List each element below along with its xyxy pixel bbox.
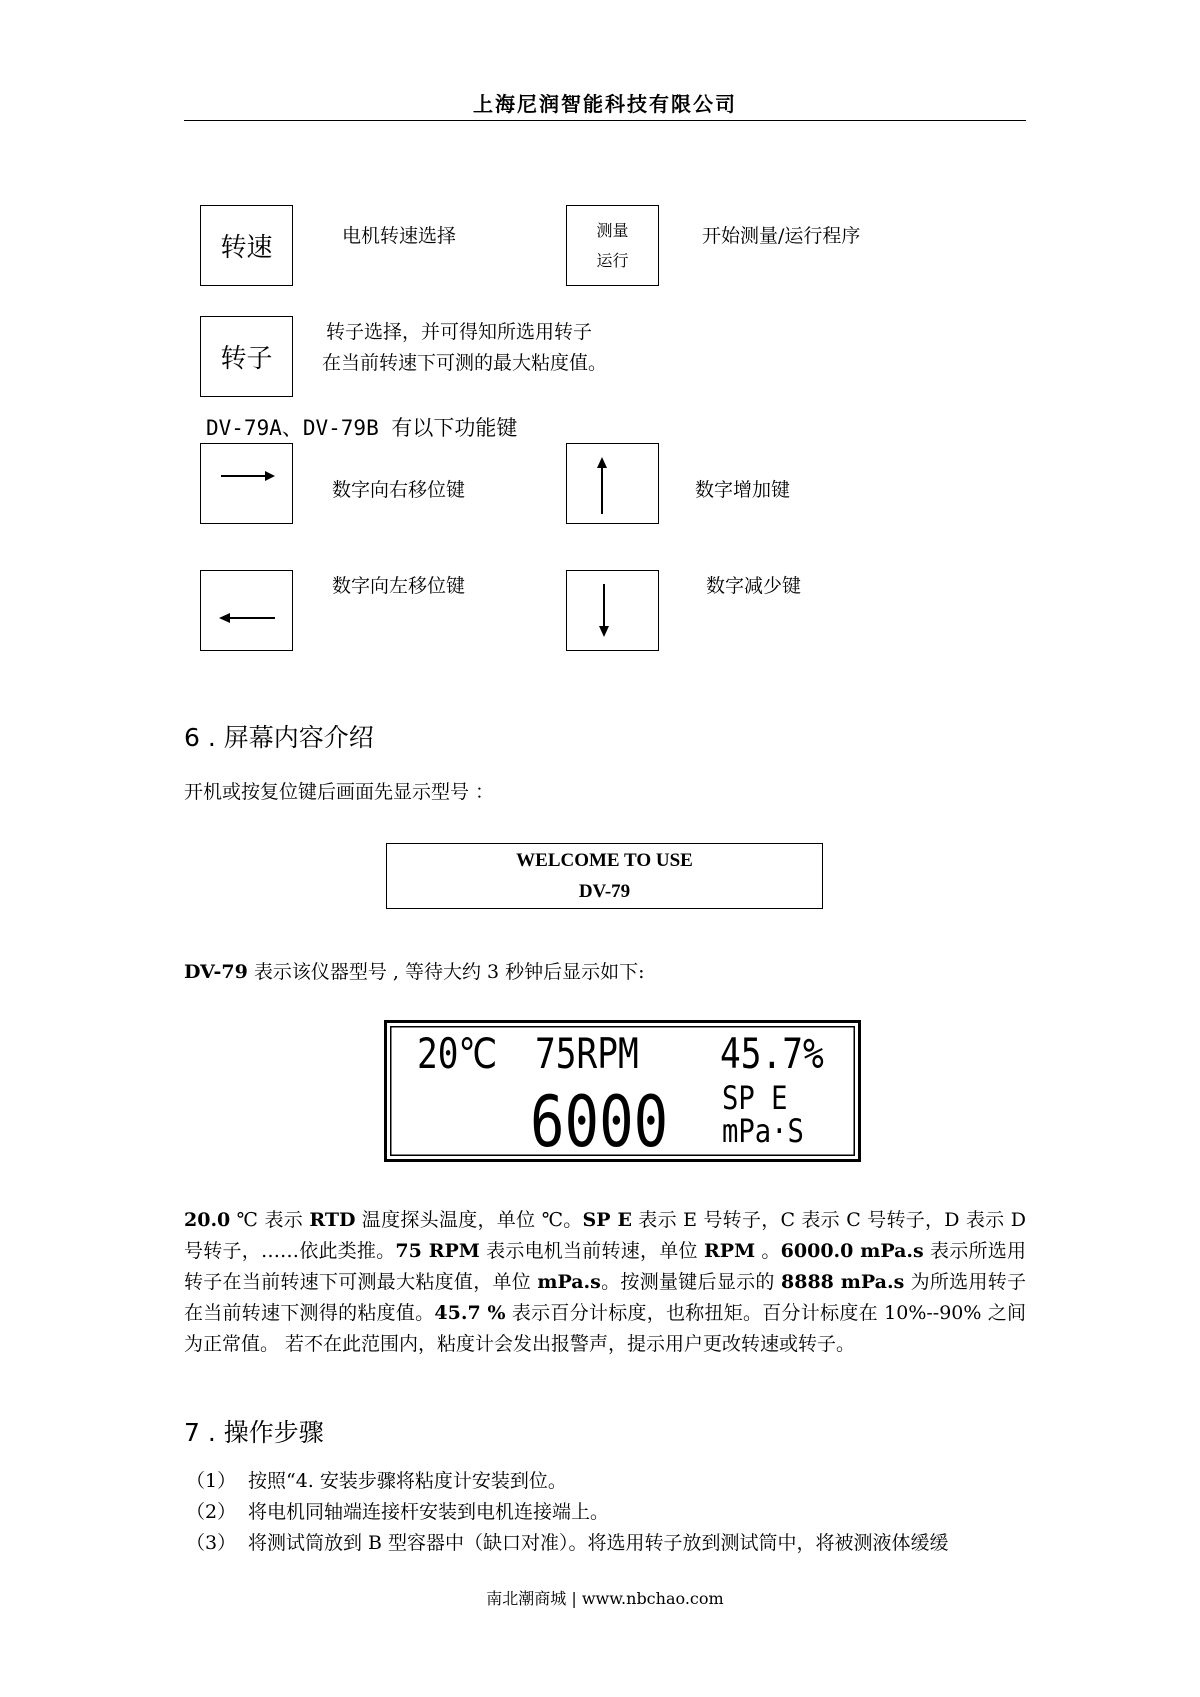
step-3-num: （3）	[186, 1532, 237, 1554]
step-1	[186, 1466, 567, 1497]
step-2-num: （2）	[186, 1501, 237, 1523]
welcome-line1: WELCOME TO USE	[516, 850, 693, 871]
down-arrow-icon	[567, 571, 660, 652]
lcd-torque-percent: 45.7%	[720, 1029, 824, 1078]
lcd-spindle: SP E	[722, 1079, 788, 1117]
explain-t2: 表示 E 号转子，C 表示 C 号转子，D 表示 D 号转子，……依此类推。	[184, 1209, 1027, 1262]
step-3-text: 将测试筒放到 B 型容器中（缺口对准）。将选用转子放到测试筒中，将被测液体缓缓	[248, 1532, 949, 1554]
explain-t7: 为所选用转子在当前转速下测得的粘度值。	[184, 1271, 1026, 1324]
right-shift-key-desc: 数字向右移位键	[332, 479, 466, 501]
right-shift-key	[200, 443, 293, 524]
rotor-key: 转子	[200, 316, 293, 397]
right-arrow-icon	[201, 444, 294, 525]
explain-t4: 。	[755, 1240, 781, 1262]
explain-b4: RPM	[704, 1240, 756, 1262]
step-1-num: （1）	[186, 1470, 237, 1492]
explain-b7: 8888 mPa.s	[781, 1271, 905, 1293]
explain-b2: SP E	[582, 1209, 632, 1231]
explain-b1: RTD	[309, 1209, 356, 1231]
explain-t3: 表示电机当前转速，单位	[479, 1240, 705, 1262]
measure-key-desc: 开始测量/运行程序	[702, 225, 861, 247]
step-2	[186, 1497, 609, 1528]
welcome-line2: DV-79	[578, 881, 631, 902]
increase-key-desc: 数字增加键	[695, 479, 791, 501]
welcome-screen	[386, 843, 823, 909]
rotor-key-desc-line2: 在当前转速下可测的最大粘度值。	[322, 352, 608, 374]
lcd-temperature: 20℃	[417, 1029, 498, 1078]
step-2-text: 将电机同轴端连接杆安装到电机连接端上。	[248, 1501, 610, 1523]
lcd-rpm: 75RPM	[535, 1029, 639, 1078]
explain-t6: 。按测量键后显示的	[600, 1271, 781, 1293]
increase-key	[566, 443, 659, 524]
left-arrow-icon	[201, 571, 294, 652]
step-1-text: 按照“4. 安装步骤将粘度计安装到位。	[248, 1470, 567, 1492]
left-shift-key-desc: 数字向左移位键	[332, 575, 466, 597]
explain-b3: 75 RPM	[395, 1240, 480, 1262]
page-header: 上海尼润智能科技有限公司	[473, 92, 737, 116]
measure-run-key	[566, 205, 659, 286]
function-keys-heading: DV-79A、DV-79B 有以下功能键	[206, 416, 518, 440]
section-7-title: 7 . 操作步骤	[184, 1418, 324, 1447]
explain-t0: ℃ 表示	[230, 1209, 310, 1231]
model-note-text: 表示该仪器型号 , 等待大约 3 秒钟后显示如下:	[247, 961, 645, 983]
lcd-unit: mPa·S	[722, 1112, 804, 1150]
rotor-key-desc-line1: 转子选择，并可得知所选用转子	[326, 321, 593, 343]
section-6-intro: 开机或按复位键后画面先显示型号 ：	[184, 781, 495, 803]
explain-b5: 6000.0 mPa.s	[780, 1240, 924, 1262]
section-6-title: 6 . 屏幕内容介绍	[184, 723, 374, 752]
speed-key: 转速	[200, 205, 293, 286]
lcd-display	[384, 1020, 861, 1162]
explain-b0: 20.0	[184, 1209, 231, 1231]
explain-b6: mPa.s	[537, 1271, 601, 1293]
model-note-bold: DV-79	[184, 961, 248, 983]
explain-t5: 表示所选用转子在当前转速下可测最大粘度值，单位	[184, 1240, 1026, 1293]
lcd-viscosity-value: 6000	[530, 1081, 669, 1163]
up-arrow-icon	[567, 444, 660, 525]
decrease-key	[566, 570, 659, 651]
step-3	[186, 1528, 949, 1559]
speed-key-desc: 电机转速选择	[342, 225, 457, 247]
measure-key-line1: 测量	[596, 220, 629, 240]
explain-b8: 45.7 %	[434, 1302, 506, 1324]
header-divider	[184, 120, 1026, 121]
model-note	[184, 957, 645, 987]
page-footer: 南北潮商城 | www.nbchao.com	[486, 1589, 724, 1608]
screen-explanation	[184, 1205, 1026, 1360]
explain-t8: 表示百分计标度，也称扭矩。百分计标度在 10%--90% 之间为正常值。 若不在此范围内，粘度计会发出报警声，提示用户更改转速或转子。	[184, 1302, 1027, 1355]
decrease-key-desc: 数字减少键	[706, 575, 802, 597]
left-shift-key	[200, 570, 293, 651]
explain-t1: 温度探头温度，单位 ℃。	[355, 1209, 583, 1231]
measure-key-line2: 运行	[596, 250, 629, 270]
